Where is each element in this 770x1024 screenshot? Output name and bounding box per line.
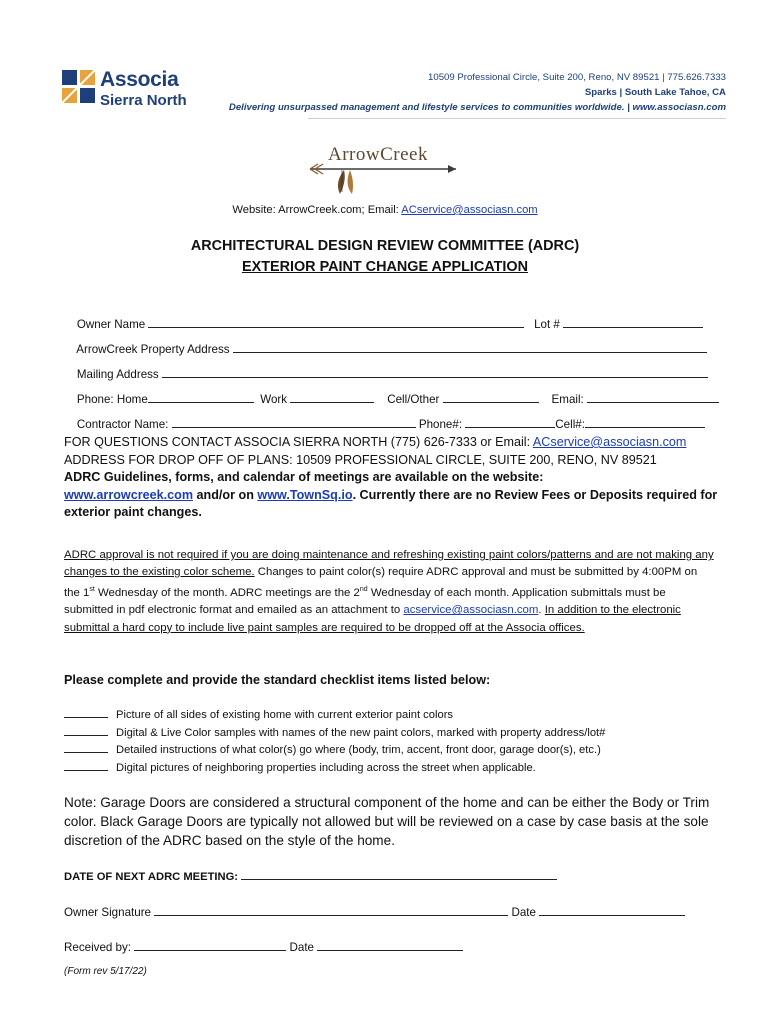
website-line <box>0 204 770 216</box>
cell-other-label: Cell/Other <box>387 393 440 406</box>
form-revision: (Form rev 5/17/22) <box>64 966 147 977</box>
townsq-site-link[interactable]: www.TownSq.io <box>257 487 353 502</box>
fees-text: . Currently there are no Review Fees or Deposits required for exterior paint changes. <box>64 487 718 519</box>
checklist-title: Please complete and provide the standard checklist items listed below: <box>64 673 491 687</box>
associa-mark-icon <box>62 70 96 104</box>
received-by-label: Received by: <box>64 941 132 954</box>
form-title: ARCHITECTURAL DESIGN REVIEW COMMITTEE (ADRC) <box>190 238 580 254</box>
brand-name: Associa <box>100 68 179 91</box>
cell-num-field[interactable] <box>585 415 705 428</box>
header-divider <box>308 118 726 119</box>
next-meeting-label: DATE OF NEXT ADRC MEETING: <box>64 871 239 883</box>
policy-maintenance-note: ADRC approval is not required if you are doing maintenance and refreshing existing paint colors/patterns and are not making any changes to the existing color scheme. <box>64 549 714 579</box>
arrowcreek-site-link[interactable]: www.arrowcreek.com <box>64 487 194 502</box>
work-label: Work <box>260 393 288 406</box>
questions-text: FOR QUESTIONS CONTACT ASSOCIA SIERRA NORTH (775) 626-7333 or Email: <box>64 435 533 449</box>
policy-text-4: . <box>538 604 545 617</box>
header-address: 10509 Professional Circle, Suite 200, Reno, NV 89521 | 775.626.7333 <box>428 72 726 83</box>
policy-text-1: Changes to paint color(s) require ADRC approval and must be submitted by 4:00PM on the 1 <box>64 566 698 600</box>
email-label: Email: <box>551 393 584 406</box>
brand-subname: Sierra North <box>100 92 187 109</box>
checklist-blank[interactable] <box>64 760 108 771</box>
header-tagline: Delivering unsurpassed management and lifestyle services to communities worldwide. | www.associasn.com <box>228 102 726 113</box>
received-by-field[interactable] <box>134 938 286 951</box>
contractor-name-field[interactable] <box>172 415 416 428</box>
contact-block <box>64 434 724 522</box>
and-or-text: and/or on <box>193 487 258 502</box>
checklist-blank[interactable] <box>64 742 108 753</box>
form-subtitle: EXTERIOR PAINT CHANGE APPLICATION <box>242 259 528 275</box>
contractor-name-label: Contractor Name: <box>76 418 169 431</box>
policy-hardcopy-note: In addition to the electronic submittal a hard copy to include live paint samples are required to be dropped off at the Associa offices. <box>64 604 681 634</box>
checklist-item <box>64 707 724 725</box>
policy-email-link[interactable]: acservice@associasn.com <box>403 604 539 617</box>
checklist-item-text: Digital pictures of neighboring properties including across the street when applicable. <box>116 761 536 774</box>
checklist-item-text: Detailed instructions of what color(s) go where (body, trim, accent, front door, garage door(s), etc.) <box>116 744 601 757</box>
cell-num-label: Cell#: <box>555 418 585 431</box>
website-email-link[interactable]: ACservice@associasn.com <box>401 204 538 216</box>
checklist-item-text: Picture of all sides of existing home with current exterior paint colors <box>116 709 454 721</box>
garage-door-note: Note: Garage Doors are considered a structural component of the home and can be either the Body or Trim color. Black Garage Doors are typically not allowed but will be reviewed on a case by case basis at the sole discretion of the ADRC based on the style of the home. <box>64 795 710 848</box>
arrowcreek-logo-text: ArrowCreek <box>328 144 428 165</box>
property-address-label: ArrowCreek Property Address <box>76 343 230 356</box>
checklist-blank[interactable] <box>64 707 108 718</box>
mailing-address-label: Mailing Address <box>76 368 159 381</box>
policy-paragraph <box>64 547 714 637</box>
owner-signature-row <box>64 903 685 919</box>
header-cities: Sparks | South Lake Tahoe, CA <box>584 87 726 98</box>
dropoff-address: ADDRESS FOR DROP OFF OF PLANS: 10509 PROFESSIONAL CIRCLE, SUITE 200, RENO, NV 89521 <box>64 452 657 467</box>
guidelines-text: ADRC Guidelines, forms, and calendar of meetings are available on the website: <box>64 470 544 484</box>
owner-name-label: Owner Name <box>76 318 146 331</box>
checklist-blank[interactable] <box>64 725 108 736</box>
received-date-field[interactable] <box>317 938 463 951</box>
next-meeting-field[interactable] <box>241 867 557 880</box>
policy-sup-1: st <box>89 586 95 594</box>
signature-date-field[interactable] <box>539 903 685 916</box>
header-contact <box>229 70 726 115</box>
checklist-item-text: Digital & Live Color samples with names of the new paint colors, marked with property address/lot# <box>116 726 606 739</box>
policy-text-2: Wednesday of the month. ADRC meetings are the 2 <box>94 587 360 600</box>
arrowcreek-logo <box>306 136 466 196</box>
received-by-row <box>64 938 463 954</box>
checklist <box>64 707 724 777</box>
received-date-label: Date <box>289 941 314 954</box>
lot-label: Lot # <box>534 318 560 331</box>
owner-signature-label: Owner Signature <box>64 906 151 919</box>
checklist-item <box>64 725 724 743</box>
policy-text-3: Wednesday of each month. Application submittals must be submitted in pdf electronic format and emailed as an attachment to <box>64 587 666 617</box>
phone-num-label: Phone#: <box>418 418 463 431</box>
checklist-item <box>64 760 724 778</box>
phone-num-field[interactable] <box>465 415 555 428</box>
checklist-item <box>64 742 724 760</box>
next-meeting-row <box>64 867 557 883</box>
phone-home-label: Phone: Home <box>76 393 148 406</box>
questions-email-link[interactable]: ACservice@associasn.com <box>532 435 687 449</box>
associa-logo <box>62 70 242 114</box>
policy-sup-2: nd <box>359 586 368 594</box>
website-prefix: Website: ArrowCreek.com; Email: <box>232 204 402 216</box>
signature-date-label: Date <box>511 906 536 919</box>
owner-signature-field[interactable] <box>154 903 508 916</box>
